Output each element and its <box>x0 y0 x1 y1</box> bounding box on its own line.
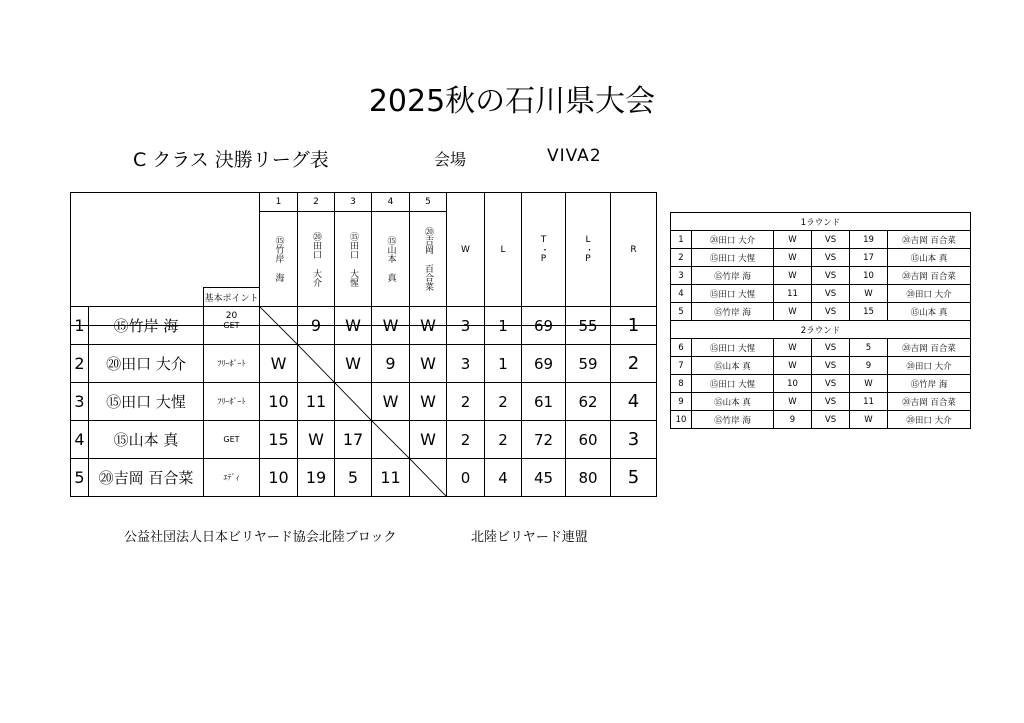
result-cell: W <box>298 421 335 459</box>
player-2: ⑳吉岡 百合菜 <box>888 231 971 249</box>
versus: VS <box>812 357 850 375</box>
score-2: 19 <box>850 231 888 249</box>
versus: VS <box>812 375 850 393</box>
result-cell: W <box>410 345 447 383</box>
player-2: ⑳田口 大介 <box>888 285 971 303</box>
lost-points: 59 <box>566 345 611 383</box>
player-1: ⑳田口 大介 <box>692 231 774 249</box>
wins: 2 <box>447 383 485 421</box>
result-cell: W <box>335 345 372 383</box>
row-number: 1 <box>71 307 89 345</box>
player-group: ｴﾃﾞｨ <box>204 459 260 497</box>
league-row <box>71 307 657 345</box>
match-row <box>671 231 971 249</box>
score-1: W <box>774 393 812 411</box>
match-row <box>671 285 971 303</box>
result-cell: W <box>410 307 447 345</box>
result-cell: 17 <box>335 421 372 459</box>
total-points: 61 <box>522 383 566 421</box>
score-1: W <box>774 267 812 285</box>
match-row <box>671 375 971 393</box>
wins: 3 <box>447 307 485 345</box>
wins: 3 <box>447 345 485 383</box>
losses: 2 <box>485 383 522 421</box>
score-2: 15 <box>850 303 888 321</box>
versus: VS <box>812 303 850 321</box>
rounds-table <box>670 212 971 429</box>
score-2: 17 <box>850 249 888 267</box>
match-row <box>671 303 971 321</box>
losses: 1 <box>485 345 522 383</box>
score-1: W <box>774 303 812 321</box>
result-cell: W <box>410 383 447 421</box>
col-number: 5 <box>410 193 447 212</box>
player-1: ⑮田口 大惺 <box>692 339 774 357</box>
score-2: 11 <box>850 393 888 411</box>
versus: VS <box>812 231 850 249</box>
match-number: 4 <box>671 285 692 303</box>
match-row <box>671 411 971 429</box>
league-body <box>70 306 657 497</box>
player-2: ⑳田口 大介 <box>888 411 971 429</box>
header-tp: T・P <box>522 193 566 307</box>
league-row <box>71 345 657 383</box>
player-1: ⑮竹岸 海 <box>692 411 774 429</box>
result-cell: 11 <box>298 383 335 421</box>
venue-name: VIVA2 <box>547 146 602 166</box>
rank: 2 <box>611 345 657 383</box>
page-title: 2025秋の石川県大会 <box>368 84 656 119</box>
match-number: 6 <box>671 339 692 357</box>
league-row <box>71 383 657 421</box>
score-2: 10 <box>850 267 888 285</box>
result-cell: 10 <box>260 459 298 497</box>
player-group: GET <box>204 307 260 345</box>
match-number: 5 <box>671 303 692 321</box>
player-name: ⑮田口 大惺 <box>89 383 204 421</box>
total-points: 69 <box>522 345 566 383</box>
versus: VS <box>812 411 850 429</box>
player-1: ⑮田口 大惺 <box>692 285 774 303</box>
player-2: ⑳吉岡 百合菜 <box>888 393 971 411</box>
col-number: 4 <box>372 193 410 212</box>
col-player-name: ⑳吉岡 百合菜 <box>410 212 447 307</box>
round-header: 1ラウンド <box>671 213 971 231</box>
rank: 4 <box>611 383 657 421</box>
result-cell: 10 <box>260 383 298 421</box>
lost-points: 55 <box>566 307 611 345</box>
base-point-value: 20 <box>204 307 260 326</box>
row-number: 5 <box>71 459 89 497</box>
col-player-name: ⑮田口 大惺 <box>335 212 372 307</box>
blank-cell <box>71 288 89 307</box>
result-cell: 11 <box>372 459 410 497</box>
player-group: GET <box>204 421 260 459</box>
result-cell: 5 <box>335 459 372 497</box>
match-number: 10 <box>671 411 692 429</box>
league-row <box>71 459 657 497</box>
match-number: 3 <box>671 267 692 285</box>
score-2: 9 <box>850 357 888 375</box>
player-1: ⑮竹岸 海 <box>692 303 774 321</box>
header-l: L <box>485 193 522 307</box>
match-number: 9 <box>671 393 692 411</box>
match-row <box>671 267 971 285</box>
rank: 1 <box>611 307 657 345</box>
total-points: 72 <box>522 421 566 459</box>
col-number: 2 <box>298 193 335 212</box>
result-cell: 9 <box>372 345 410 383</box>
match-number: 7 <box>671 357 692 375</box>
player-2: ⑳吉岡 百合菜 <box>888 267 971 285</box>
versus: VS <box>812 285 850 303</box>
result-cell: W <box>410 421 447 459</box>
row-number: 2 <box>71 345 89 383</box>
score-1: 11 <box>774 285 812 303</box>
match-number: 2 <box>671 249 692 267</box>
match-row <box>671 357 971 375</box>
score-1: W <box>774 231 812 249</box>
player-name: ⑮竹岸 海 <box>89 307 204 345</box>
lost-points: 62 <box>566 383 611 421</box>
versus: VS <box>812 339 850 357</box>
score-1: W <box>774 357 812 375</box>
lost-points: 80 <box>566 459 611 497</box>
score-1: W <box>774 249 812 267</box>
player-name: ⑳吉岡 百合菜 <box>89 459 204 497</box>
result-cell: 15 <box>260 421 298 459</box>
total-points: 45 <box>522 459 566 497</box>
total-points: 69 <box>522 307 566 345</box>
match-number: 1 <box>671 231 692 249</box>
corner-cell <box>71 193 260 288</box>
losses: 4 <box>485 459 522 497</box>
diagonal-cell <box>335 383 372 421</box>
score-2: W <box>850 375 888 393</box>
losses: 1 <box>485 307 522 345</box>
result-cell: W <box>372 307 410 345</box>
player-2: ⑳田口 大介 <box>888 357 971 375</box>
player-1: ⑮田口 大惺 <box>692 375 774 393</box>
result-cell: 9 <box>298 307 335 345</box>
result-cell: W <box>335 307 372 345</box>
player-1: ⑮山本 真 <box>692 357 774 375</box>
base-point-label-cell <box>204 288 260 307</box>
player-1: ⑮田口 大惺 <box>692 249 774 267</box>
match-number: 8 <box>671 375 692 393</box>
score-1: W <box>774 339 812 357</box>
row-number: 4 <box>71 421 89 459</box>
score-2: W <box>850 411 888 429</box>
losses: 2 <box>485 421 522 459</box>
player-group: ﾌﾘｰﾎﾟｰﾄ <box>204 345 260 383</box>
versus: VS <box>812 249 850 267</box>
player-name: ⑮山本 真 <box>89 421 204 459</box>
player-2: ⑳吉岡 百合菜 <box>888 339 971 357</box>
result-cell: W <box>260 345 298 383</box>
round-header: 2ラウンド <box>671 321 971 339</box>
match-row <box>671 249 971 267</box>
diagonal-cell <box>372 421 410 459</box>
blank-cell <box>89 288 204 307</box>
player-name: ⑳田口 大介 <box>89 345 204 383</box>
score-2: W <box>850 285 888 303</box>
header-r: R <box>611 193 657 307</box>
score-1: 9 <box>774 411 812 429</box>
lost-points: 60 <box>566 421 611 459</box>
header-w: W <box>447 193 485 307</box>
col-player-name: ⑳田口 大介 <box>298 212 335 307</box>
diagonal-cell <box>260 307 298 345</box>
organizer-2: 北陸ビリヤード連盟 <box>471 530 588 545</box>
player-2: ⑮竹岸 海 <box>888 375 971 393</box>
player-2: ⑮山本 真 <box>888 249 971 267</box>
player-2: ⑮山本 真 <box>888 303 971 321</box>
versus: VS <box>812 393 850 411</box>
versus: VS <box>812 267 850 285</box>
wins: 2 <box>447 421 485 459</box>
player-group: ﾌﾘｰﾎﾟｰﾄ <box>204 383 260 421</box>
class-label: C クラス 決勝リーグ表 <box>133 149 329 171</box>
result-cell: 19 <box>298 459 335 497</box>
league-row <box>71 421 657 459</box>
diagonal-cell <box>410 459 447 497</box>
wins: 0 <box>447 459 485 497</box>
diagonal-cell <box>298 345 335 383</box>
base-point-label: 基本ポイント <box>204 293 259 304</box>
col-number: 1 <box>260 193 298 212</box>
col-number: 3 <box>335 193 372 212</box>
match-row <box>671 339 971 357</box>
row-number: 3 <box>71 383 89 421</box>
player-1: ⑮山本 真 <box>692 393 774 411</box>
col-player-name: ⑮山本 真 <box>372 212 410 307</box>
result-cell: W <box>372 383 410 421</box>
header-lp: L・P <box>566 193 611 307</box>
score-2: 5 <box>850 339 888 357</box>
rank: 3 <box>611 421 657 459</box>
rank: 5 <box>611 459 657 497</box>
venue-label: 会場 <box>434 150 467 169</box>
player-1: ⑮竹岸 海 <box>692 267 774 285</box>
organizer: 公益社団法人日本ビリヤード協会北陸ブロック <box>124 530 397 545</box>
col-player-name: ⑮竹岸 海 <box>260 212 298 307</box>
match-row <box>671 393 971 411</box>
score-1: 10 <box>774 375 812 393</box>
